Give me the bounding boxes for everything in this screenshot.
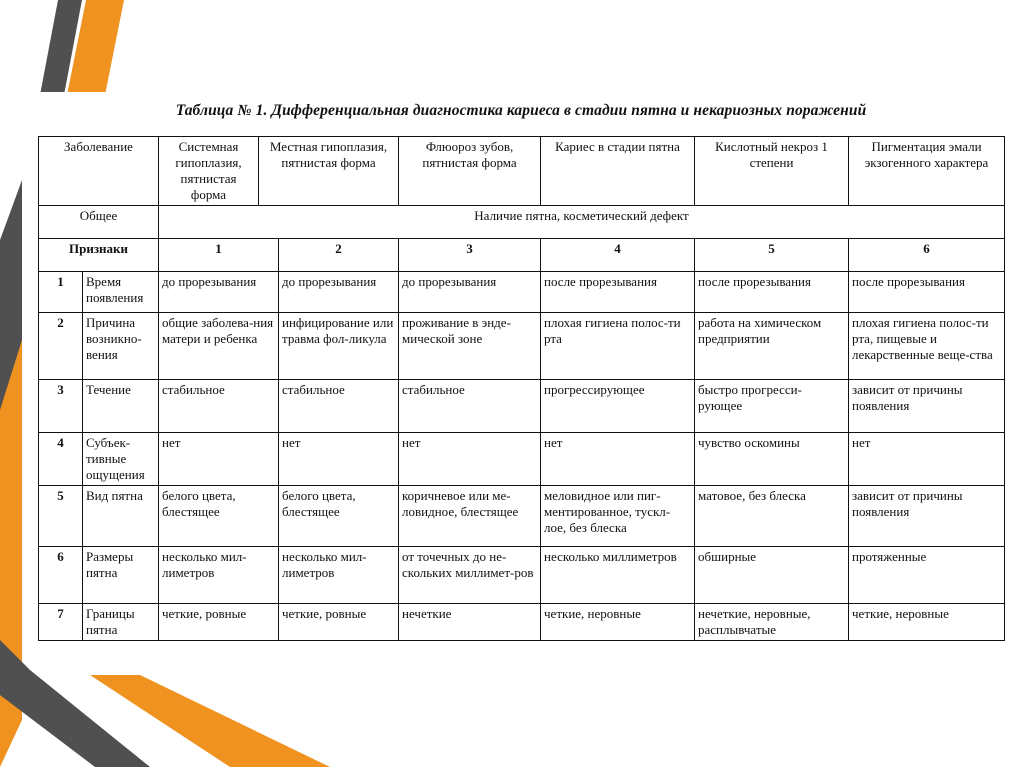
- table-cell: несколько мил-лиметров: [159, 547, 279, 604]
- row-feature: Течение: [83, 380, 159, 433]
- row-number: 4: [39, 433, 83, 486]
- table-row: [39, 380, 1005, 433]
- table-title: Таблица № 1. Дифференциальная диагностика кариеса в стадии пятна и некариозных поражений: [175, 102, 867, 119]
- disease-5: Кислотный некроз 1 степени: [695, 137, 849, 206]
- disease-label: Заболевание: [39, 137, 159, 206]
- table-cell: проживание в энде-мической зоне: [399, 313, 541, 380]
- table-cell: матовое, без блеска: [695, 486, 849, 547]
- table-cell: белого цвета, блестящее: [159, 486, 279, 547]
- common-label: Общее: [39, 206, 159, 239]
- table-cell: белого цвета, блестящее: [279, 486, 399, 547]
- row-feature: Границы пятна: [83, 604, 159, 641]
- table-row: [39, 272, 1005, 313]
- table-cell: несколько миллиметров: [541, 547, 695, 604]
- common-value: Наличие пятна, косметический дефект: [159, 206, 1005, 239]
- table-cell: быстро прогресси-рующее: [695, 380, 849, 433]
- table-cell: нет: [159, 433, 279, 486]
- table-cell: зависит от причины появления: [849, 380, 1005, 433]
- table-cell: нет: [279, 433, 399, 486]
- table-cell: четкие, ровные: [159, 604, 279, 641]
- row-number: 6: [39, 547, 83, 604]
- row-number: 3: [39, 380, 83, 433]
- row-number: 1: [39, 272, 83, 313]
- table-cell: до прорезывания: [399, 272, 541, 313]
- table-row: [39, 604, 1005, 641]
- table-cell: четкие, неровные: [541, 604, 695, 641]
- table-cell: четкие, ровные: [279, 604, 399, 641]
- sign-number: 6: [849, 239, 1005, 272]
- row-number: 5: [39, 486, 83, 547]
- table-row: [39, 486, 1005, 547]
- table-cell: протяженные: [849, 547, 1005, 604]
- table-cell: нет: [849, 433, 1005, 486]
- table-cell: зависит от причины появления: [849, 486, 1005, 547]
- table-cell: меловидное или пиг-ментированное, тускл-лое, без блеска: [541, 486, 695, 547]
- table-cell: обширные: [695, 547, 849, 604]
- row-feature: Субъек-тивные ощущения: [83, 433, 159, 486]
- disease-3: Флюороз зубов, пятнистая форма: [399, 137, 541, 206]
- table-cell: стабильное: [279, 380, 399, 433]
- table-cell: прогрессирующее: [541, 380, 695, 433]
- table-cell: до прорезывания: [279, 272, 399, 313]
- table-cell: коричневое или ме-ловидное, блестящее: [399, 486, 541, 547]
- common-row: [39, 206, 1005, 239]
- header-row: [39, 137, 1005, 206]
- table-cell: плохая гигиена полос-ти рта, пищевые и лекарственные веще-ства: [849, 313, 1005, 380]
- table-cell: чувство оскомины: [695, 433, 849, 486]
- table-cell: до прорезывания: [159, 272, 279, 313]
- sign-number: 5: [695, 239, 849, 272]
- sign-number: 4: [541, 239, 695, 272]
- signs-row: [39, 239, 1005, 272]
- disease-1: Системная гипоплазия, пятнистая форма: [159, 137, 259, 206]
- table-row: [39, 433, 1005, 486]
- table-cell: после прорезывания: [849, 272, 1005, 313]
- row-number: 2: [39, 313, 83, 380]
- table-cell: стабильное: [159, 380, 279, 433]
- table-cell: общие заболева-ния матери и ребенка: [159, 313, 279, 380]
- table-cell: от точечных до не-скольких миллимет-ров: [399, 547, 541, 604]
- table-cell: после прорезывания: [695, 272, 849, 313]
- disease-6: Пигментация эмали экзогенного характера: [849, 137, 1005, 206]
- disease-2: Местная гипоплазия, пятнистая форма: [259, 137, 399, 206]
- sign-number: 2: [279, 239, 399, 272]
- table-cell: несколько мил-лиметров: [279, 547, 399, 604]
- table-cell: стабильное: [399, 380, 541, 433]
- row-feature: Причина возникно-вения: [83, 313, 159, 380]
- table-cell: после прорезывания: [541, 272, 695, 313]
- row-feature: Размеры пятна: [83, 547, 159, 604]
- table-cell: нечеткие: [399, 604, 541, 641]
- table-cell: нет: [541, 433, 695, 486]
- table-cell: четкие, неровные: [849, 604, 1005, 641]
- table-row: [39, 547, 1005, 604]
- sign-number: 3: [399, 239, 541, 272]
- row-feature: Время появления: [83, 272, 159, 313]
- table-cell: нет: [399, 433, 541, 486]
- row-feature: Вид пятна: [83, 486, 159, 547]
- diagnosis-table: [38, 136, 1005, 641]
- table-cell: работа на химическом предприятии: [695, 313, 849, 380]
- signs-label: Признаки: [39, 239, 159, 272]
- top-left-stripes: [0, 0, 130, 95]
- sign-number: 1: [159, 239, 279, 272]
- disease-4: Кариес в стадии пятна: [541, 137, 695, 206]
- row-number: 7: [39, 604, 83, 641]
- table-row: [39, 313, 1005, 380]
- table-cell: плохая гигиена полос-ти рта: [541, 313, 695, 380]
- slide-content: [38, 92, 1004, 675]
- table-cell: инфицирование или травма фол-ликула: [279, 313, 399, 380]
- table-cell: нечеткие, неровные, расплывчатые: [695, 604, 849, 641]
